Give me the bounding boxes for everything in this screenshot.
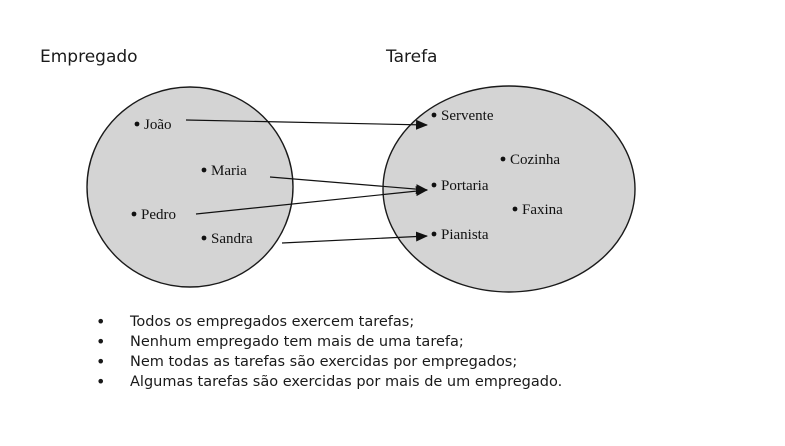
element-dot: [432, 113, 437, 118]
element-label: Maria: [211, 163, 247, 179]
note-item: • Todos os empregados exercem tarefas;: [96, 312, 562, 332]
element-dot: [135, 122, 140, 127]
element-label: Portaria: [441, 178, 489, 194]
element-dot: [202, 168, 207, 173]
element-label: Cozinha: [510, 152, 560, 168]
element-dot: [132, 212, 137, 217]
element-label: Pianista: [441, 227, 489, 243]
element-label: João: [144, 117, 172, 133]
set-title-empregado: Empregado: [40, 47, 138, 67]
element-dot: [432, 183, 437, 188]
element-label: Servente: [441, 108, 494, 124]
element-label: Sandra: [211, 231, 253, 247]
element-dot: [501, 157, 506, 162]
element-servente: [432, 108, 494, 124]
element-dot: [202, 236, 207, 241]
element-cozinha: [501, 152, 561, 168]
element-pianista: [432, 227, 489, 243]
note-item: • Nem todas as tarefas são exercidas por empregados;: [96, 352, 562, 372]
note-item: • Nenhum empregado tem mais de uma tarefa;: [96, 332, 562, 352]
element-dot: [513, 207, 518, 212]
element-label: Faxina: [522, 202, 563, 218]
element-dot: [432, 232, 437, 237]
element-label: Pedro: [141, 207, 176, 223]
set-empregado-ellipse: [87, 87, 293, 287]
notes-list: [96, 312, 562, 392]
set-title-tarefa: Tarefa: [386, 47, 438, 67]
note-item: • Algumas tarefas são exercidas por mais de um empregado.: [96, 372, 562, 392]
element-portaria: [432, 178, 489, 194]
